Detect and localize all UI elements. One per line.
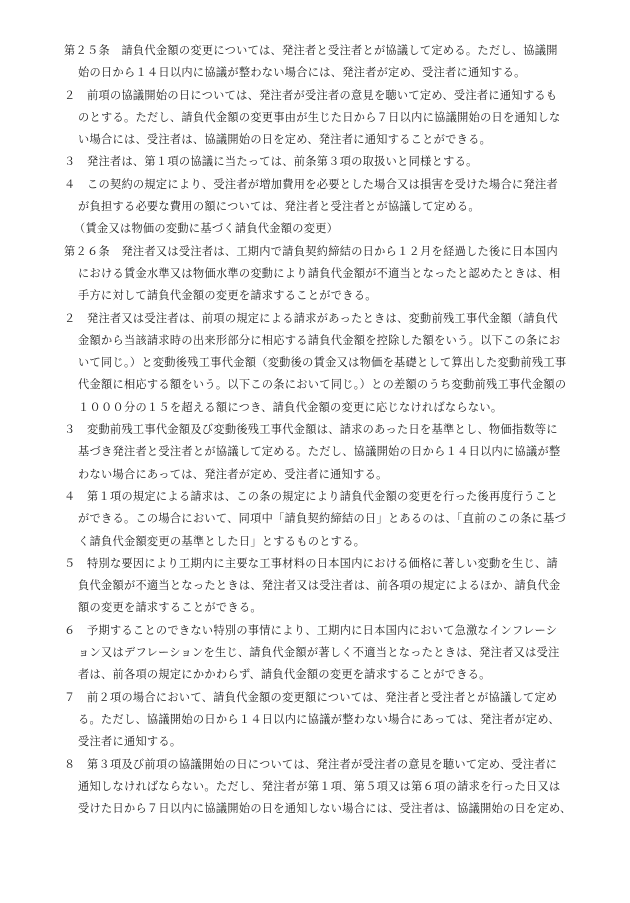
text-line: 受注者に通知する。 [78,735,182,749]
text-line: 者は、前各項の規定にかかわらず、請負代金額の変更を請求することができる。 [78,668,491,682]
text-line: 第２５条 請負代金額の変更については、発注者と受注者とが協議して定める。ただし、協議開 [64,44,558,57]
text-line: ３ 発注者は、第１項の協議に当たっては、前条第３項の取扱いと同様とする。 [64,155,478,169]
text-line: 第２６条 発注者又は受注者は、工期内で請負契約締結の日から１２月を経過した後に日本国内 [64,244,558,258]
text-line: ４ この契約の規定により、受注者が増加費用を必要とした場合又は損害を受けた場合に発注者 [64,177,558,191]
text-line: ２ 前項の協議開始の日については、発注者が受注者の意見を聴いて定め、受注者に通知するも [64,88,558,102]
article-paragraph [64,40,568,85]
text-line: のとする。ただし、請負代金額の変更事由が生じた日から７日以内に協議開始の日を通知しな [78,110,561,124]
text-line: く請負代金額変更の基準とした日」とするものとする。 [78,534,366,548]
clause-paragraph [64,553,568,620]
clause-paragraph [64,419,568,486]
text-line: いて同じ。）と変動後残工事代金額（変動後の賃金又は物価を基礎として算出した変動前残工事 [78,356,567,370]
clause-paragraph [64,754,572,821]
text-line: 額の変更を請求することができる。 [78,601,262,615]
clause-paragraph [64,308,568,419]
text-line: 負代金額が不適当となったときは、発注者又は受注者は、前各項の規定によるほか、請負代金 [78,579,561,593]
text-line: 受けた日から７日以内に協議開始の日を通知しない場合には、受注者は、協議開始の日を定め、 [78,802,572,816]
text-line: ３ 変動前残工事代金額及び変動後残工事代金額は、請求のあった日を基準とし、物価指数等に [64,423,558,437]
article-paragraph [64,241,568,308]
text-line: 代金額に相応する額をいう。以下この条において同じ。）との差額のうち変動前残工事代金額の [78,378,567,392]
text-line: ８ 第３項及び前項の協議開始の日については、発注者が受注者の意見を聴いて定め、受注者に [64,757,558,771]
text-line: が負担する必要な費用の額については、発注者と受注者とが協議して定める。 [78,200,480,214]
text-line: 始の日から１４日以内に協議が整わない場合には、発注者が定め、受注者に通知する。 [78,66,526,80]
text-line: 通知しなければならない。ただし、発注者が第１項、第５項又は第６項の請求を行った日又は [78,779,561,793]
text-line: における賃金水準又は物価水準の変動により請負代金額が不適当となったと認めたときは、相 [78,266,561,280]
document-body [64,40,572,820]
text-line: い場合には、受注者は、協議開始の日を定め、発注者に通知することができる。 [78,133,492,147]
clause-paragraph [64,687,568,754]
text-line: ができる。この場合において、同項中「請負契約締結の日」とあるのは、「直前のこの条に基づ [78,512,567,526]
text-line: ２ 発注者又は受注者は、前項の規定による請求があったときは、変動前残工事代金額（請負代 [64,311,558,325]
clause-paragraph [64,486,568,553]
clause-paragraph [64,620,568,687]
text-line: る。ただし、協議開始の日から１４日以内に協議が整わない場合にあっては、発注者が定め、 [78,712,560,726]
text-line: （賃金又は物価の変動に基づく請負代金額の変更） [74,222,339,236]
text-line: ョン又はデフレーションを生じ、請負代金額が著しく不適当となったときは、発注者又は受注 [78,646,560,660]
clause-paragraph [64,151,568,173]
text-line: ５ 特別な要因により工期内に主要な工事材料の日本国内における価格に著しい変動を生じ、請 [64,556,558,570]
text-line: ６ 予期することのできない特別の事情により、工期内に日本国内において急激なインフレーシ [64,623,558,637]
text-line: 金額から当該請求時の出来形部分に相応する請負代金額を控除した額をいう。以下この条にお [78,333,561,347]
text-line: １０００分の１５を超える額につき、請負代金額の変更に応じなければならない。 [78,400,503,414]
text-line: 手方に対して請負代金額の変更を請求することができる。 [78,289,377,303]
text-line: 基づき発注者と受注者とが協議して定める。ただし、協議開始の日から１４日以内に協議が整 [78,445,561,459]
section-heading [64,218,568,240]
text-line: ４ 第１項の規定による請求は、この条の規定により請負代金額の変更を行った後再度行うこと [64,489,558,503]
text-line: わない場合にあっては、発注者が定め、受注者に通知する。 [78,467,388,481]
clause-paragraph [64,174,568,219]
clause-paragraph [64,85,568,152]
text-line: ７ 前２項の場合において、請負代金額の変更額については、発注者と受注者とが協議して定め [64,690,558,704]
